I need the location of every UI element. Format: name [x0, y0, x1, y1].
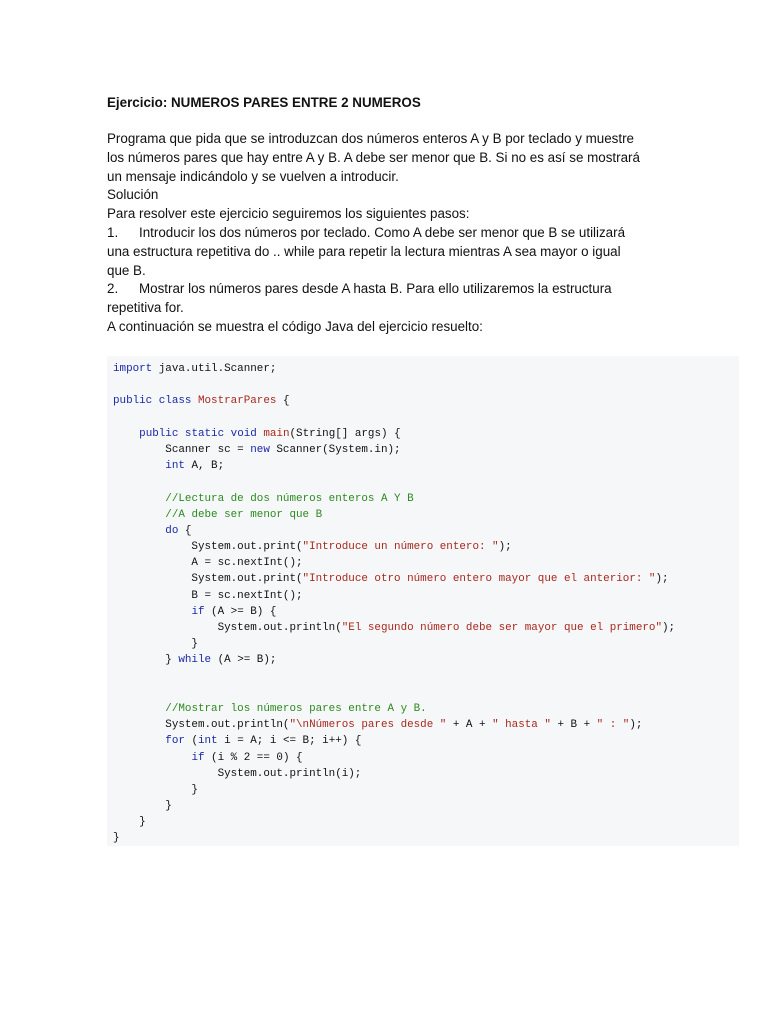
- code-line: [113, 588, 739, 604]
- document-body: [107, 94, 667, 337]
- code-token: }: [113, 800, 172, 813]
- code-line: [113, 539, 739, 555]
- code-line: [113, 750, 739, 766]
- code-token: A, B;: [184, 460, 225, 473]
- step-line: [107, 224, 667, 243]
- code-line: [113, 426, 739, 442]
- code-line: [113, 410, 739, 426]
- code-line: [113, 717, 739, 733]
- step-number: 2.: [107, 281, 119, 297]
- code-token: main: [263, 427, 290, 440]
- code-token: int: [165, 460, 185, 473]
- code-line: [113, 604, 739, 620]
- code-line: [113, 377, 739, 393]
- code-token: new: [250, 443, 270, 456]
- code-line: [113, 814, 739, 830]
- code-token: java.util.Scanner;: [152, 363, 277, 375]
- code-line: [113, 474, 739, 490]
- step-number: 1.: [107, 224, 119, 240]
- code-line: [113, 830, 739, 846]
- code-token: A = sc.nextInt();: [113, 557, 303, 570]
- exercise-statement: [107, 130, 667, 337]
- paragraph-line: Programa que pida que se introduzcan dos números enteros A y B por teclado y muestre: [107, 131, 635, 146]
- paragraph-line: los números pares que hay entre A y B. A debe ser menor que B. Si no es así se mostrará: [107, 149, 640, 165]
- code-line: [113, 782, 739, 798]
- code-token: MostrarPares: [197, 395, 277, 408]
- code-line: [113, 523, 739, 539]
- code-token: while: [178, 654, 212, 667]
- step-line: una estructura repetitiva do .. while para repetir la lectura mientras A sea mayor o igual: [107, 243, 621, 259]
- code-token: Scanner sc =: [113, 443, 251, 456]
- code-token: [113, 735, 165, 747]
- code-token: + A +: [446, 719, 493, 732]
- code-token: }: [113, 832, 120, 845]
- code-token: [113, 703, 165, 715]
- code-token: " : ": [596, 719, 630, 732]
- code-token: }: [113, 638, 198, 651]
- closing-line: A continuación se muestra el código Java del ejercicio resuelto:: [107, 318, 483, 334]
- code-token: (: [184, 735, 198, 748]
- code-line: [113, 733, 739, 749]
- code-token: if: [191, 605, 205, 618]
- code-token: if: [191, 751, 205, 764]
- code-token: do: [165, 524, 179, 537]
- code-token: }: [113, 783, 198, 796]
- code-token: (i % 2 == 0) {: [204, 751, 303, 764]
- code-line: [113, 555, 739, 571]
- code-line: [113, 361, 739, 377]
- code-token: (A >= B) {: [204, 605, 277, 618]
- code-token: //Mostrar los números pares entre A y B.: [165, 702, 427, 715]
- code-token: for: [165, 735, 185, 748]
- code-token: "Introduce un número entero: ": [302, 541, 499, 554]
- code-line: [113, 393, 739, 409]
- step-text: Introducir los dos números por teclado. Como A debe ser menor que B se utilizará: [139, 224, 626, 240]
- code-token: (String[] args) {: [289, 427, 401, 440]
- code-token: System.out.print(: [113, 573, 303, 586]
- paragraph-line: Para resolver este ejercicio seguiremos los siguientes pasos:: [107, 206, 470, 222]
- code-token: System.out.println(i);: [113, 767, 362, 780]
- code-line: [113, 701, 739, 717]
- code-token: [113, 493, 165, 505]
- code-token: int: [197, 735, 218, 748]
- code-token: //A debe ser menor que B: [165, 508, 323, 521]
- code-token: {: [178, 524, 192, 537]
- code-line: [113, 620, 739, 636]
- code-token: [113, 428, 139, 440]
- step-line: repetitiva for.: [107, 300, 184, 316]
- code-token: }: [113, 654, 179, 667]
- code-token: {: [276, 395, 290, 408]
- code-line: [113, 458, 739, 474]
- code-token: System.out.print(: [113, 541, 303, 554]
- code-line: [113, 571, 739, 587]
- code-token: import: [113, 363, 153, 375]
- step-line: [107, 280, 667, 299]
- code-token: B = sc.nextInt();: [113, 589, 303, 602]
- code-line: [113, 442, 739, 458]
- code-token: );: [655, 573, 669, 586]
- code-line: [113, 652, 739, 668]
- code-line: [113, 636, 739, 652]
- code-line: [113, 798, 739, 814]
- code-token: public static void: [139, 427, 257, 440]
- code-line: [113, 766, 739, 782]
- code-token: }: [113, 816, 146, 829]
- code-line: [113, 669, 739, 685]
- paragraph-line: un mensaje indicándolo y se vuelven a introducir.: [107, 168, 399, 184]
- code-token: "\nNúmeros pares desde ": [289, 719, 447, 732]
- code-token: "El segundo número debe ser mayor que el primero": [341, 622, 662, 634]
- step-line: que B.: [107, 262, 146, 278]
- code-line: [113, 491, 739, 507]
- code-token: System.out.println(: [113, 719, 290, 732]
- code-token: "Introduce otro número entero mayor que el anterior: ": [302, 573, 656, 586]
- code-token: " hasta ": [492, 719, 551, 732]
- code-line: [113, 685, 739, 701]
- code-token: (A >= B);: [211, 654, 277, 667]
- code-token: public class: [113, 395, 192, 408]
- code-token: [113, 509, 165, 521]
- step-text: Mostrar los números pares desde A hasta B. Para ello utilizaremos la estructura: [139, 281, 612, 297]
- code-token: [113, 752, 191, 764]
- exercise-title: Ejercicio: NUMEROS PARES ENTRE 2 NUMEROS: [107, 95, 421, 110]
- code-token: [113, 460, 165, 472]
- code-token: Scanner(System.in);: [269, 443, 401, 456]
- solution-heading: Solución: [107, 187, 159, 203]
- code-token: );: [498, 541, 512, 554]
- code-token: + B +: [550, 719, 597, 732]
- code-line: [113, 507, 739, 523]
- java-source-code: [113, 361, 739, 846]
- code-token: i = A; i <= B; i++) {: [217, 735, 362, 748]
- code-token: [113, 525, 165, 537]
- code-token: );: [662, 622, 676, 634]
- code-block: [107, 356, 739, 846]
- code-token: System.out.println(: [113, 622, 342, 634]
- code-token: );: [629, 719, 643, 732]
- code-token: [113, 606, 191, 618]
- code-token: //Lectura de dos números enteros A Y B: [165, 492, 414, 505]
